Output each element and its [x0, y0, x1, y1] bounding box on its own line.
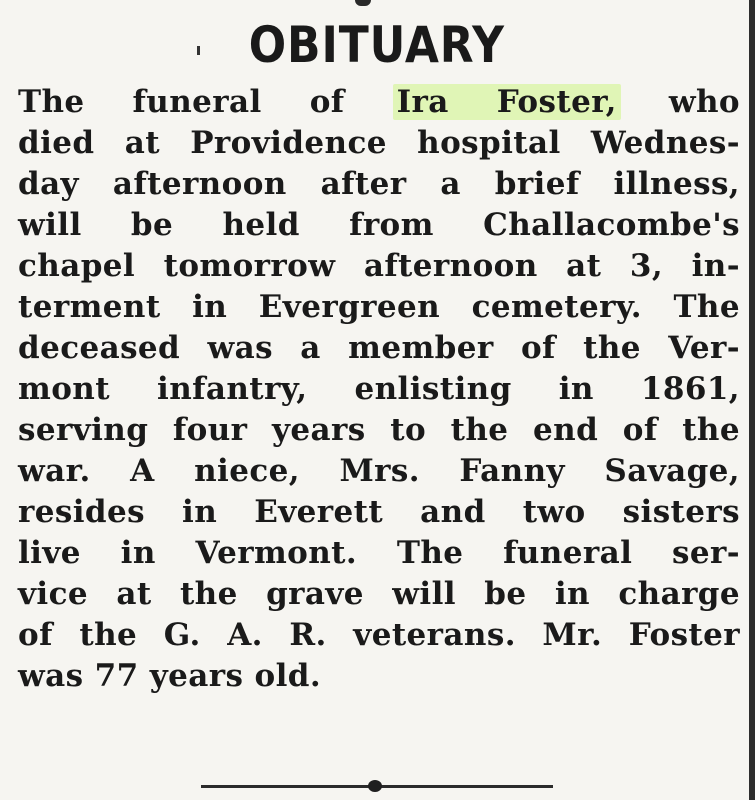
text-line-3: day afternoon after a brief illness,	[18, 166, 740, 202]
text-line-5: chapel tomorrow afternoon at 3, in-	[18, 248, 740, 284]
text-line-14: of the G. A. R. veterans. Mr. Foster	[18, 617, 740, 653]
text-line-8: mont infantry, enlisting in 1861,	[18, 371, 740, 407]
text-line-13: vice at the grave will be in charge	[18, 576, 740, 612]
line-1-start: The funeral of	[18, 84, 393, 120]
text-line-11: resides in Everett and two sisters	[18, 494, 740, 530]
text-line-12: live in Vermont. The funeral ser-	[18, 535, 740, 571]
highlighted-name: Ira Foster,	[393, 84, 621, 120]
text-line-1	[18, 82, 740, 123]
line-1-end: who	[620, 84, 741, 120]
headline: OBITUARY	[248, 16, 505, 74]
text-line-9: serving four years to the end of the	[18, 412, 740, 448]
text-line-7: deceased was a member of the Ver-	[18, 330, 740, 366]
clipping-edge	[749, 0, 755, 800]
text-line-10: war. A niece, Mrs. Fanny Savage,	[18, 453, 740, 489]
ink-smudge	[355, 0, 371, 6]
obituary-body	[18, 82, 740, 697]
text-line-15: was 77 years old.	[18, 658, 322, 694]
text-line-4: will be held from Challacombe's	[18, 207, 740, 243]
text-line-6: terment in Evergreen cemetery. The	[18, 289, 740, 325]
separator-ornament	[368, 780, 382, 792]
text-line-2: died at Providence hospital Wednes-	[18, 125, 740, 161]
